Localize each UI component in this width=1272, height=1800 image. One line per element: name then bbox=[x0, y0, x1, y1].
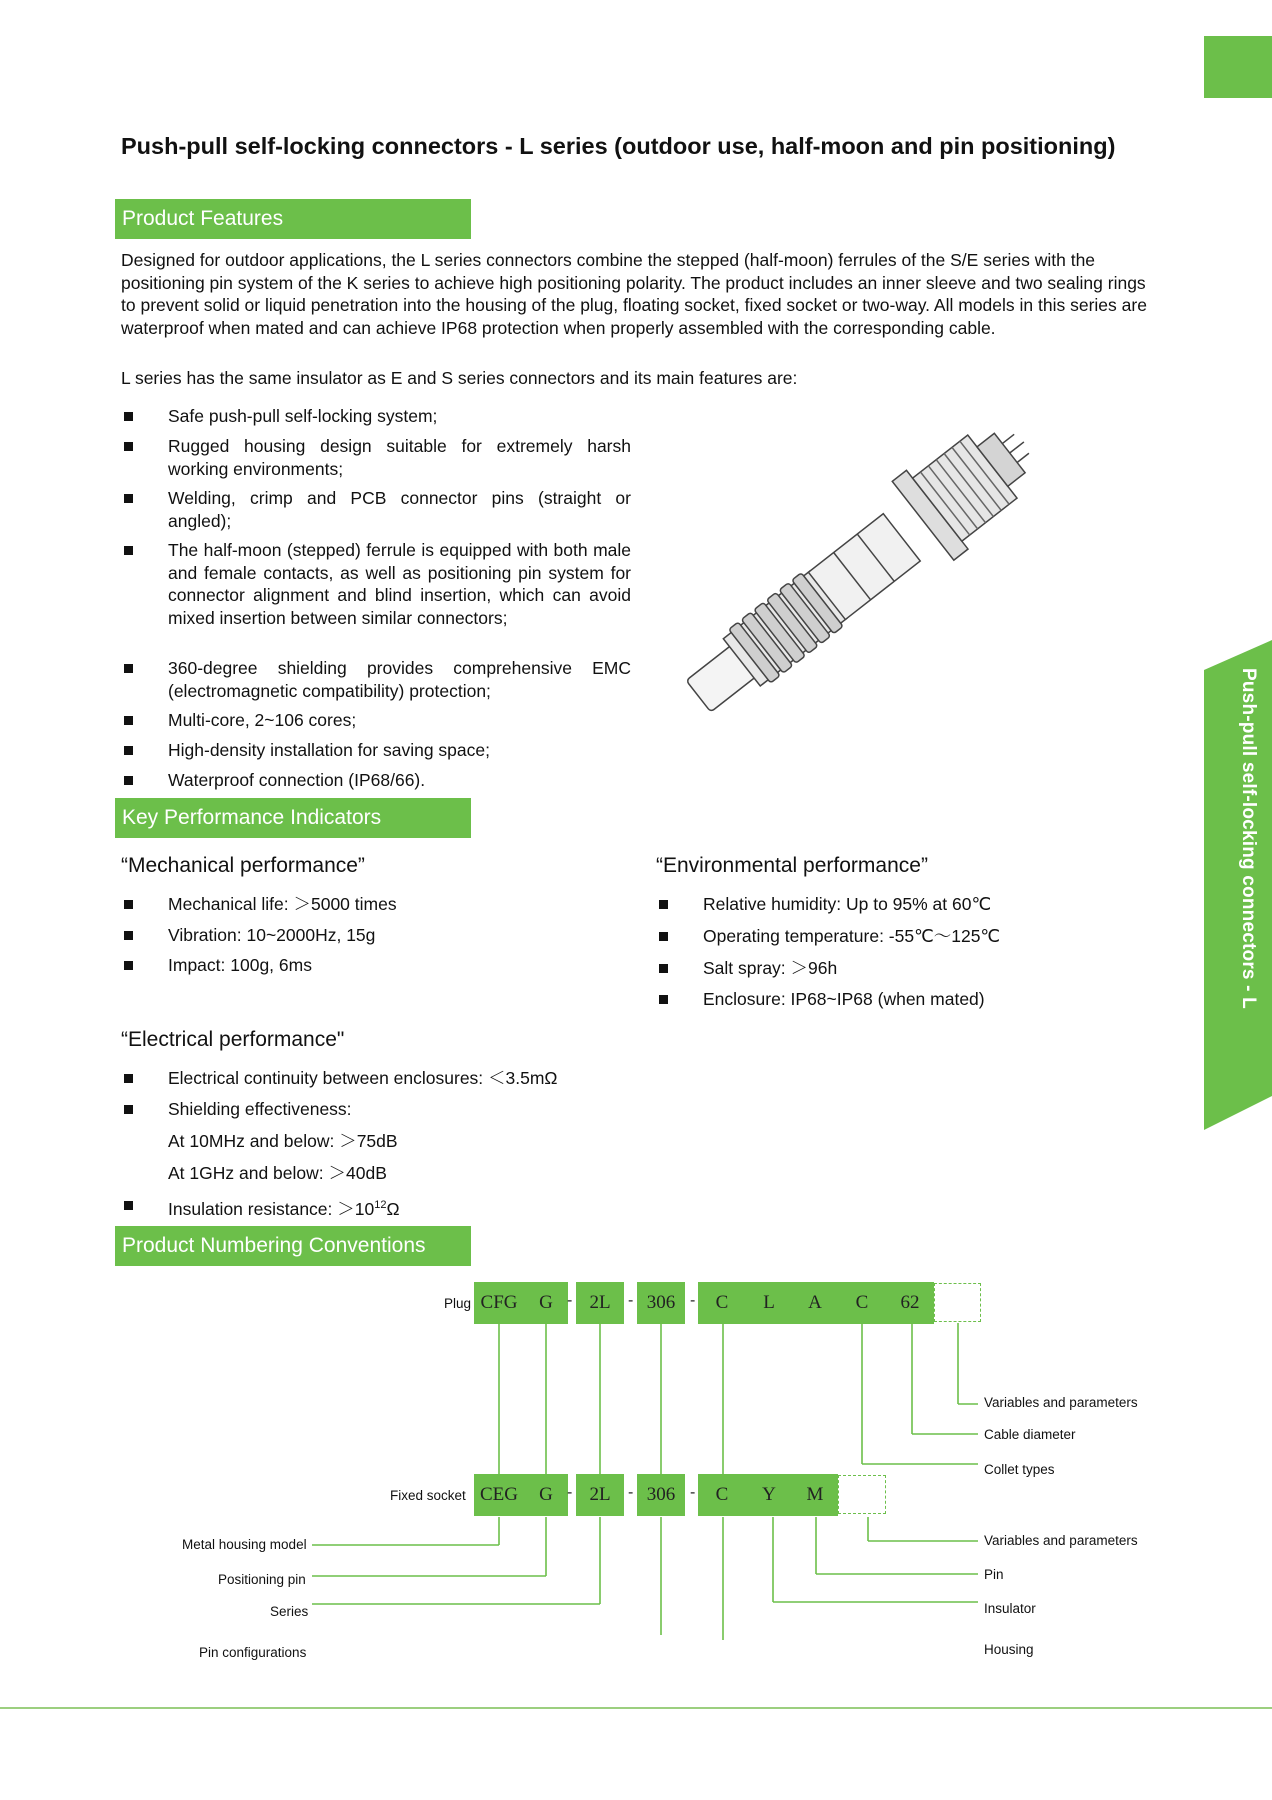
code-hyphen: - bbox=[567, 1292, 573, 1309]
bullet-icon bbox=[124, 900, 133, 909]
mechanical-heading: “Mechanical performance” bbox=[121, 854, 365, 877]
code-box: 62 bbox=[886, 1282, 934, 1324]
list-item: Vibration: 10~2000Hz, 15g bbox=[121, 924, 561, 946]
code-box: 2L bbox=[576, 1282, 624, 1324]
code-box: A bbox=[792, 1282, 838, 1324]
label-pin: Pin bbox=[984, 1567, 1004, 1582]
code-box: C bbox=[698, 1474, 746, 1516]
side-tab-label: Push-pull self-locking connectors - L bbox=[1238, 668, 1259, 1009]
code-box: C bbox=[698, 1282, 746, 1324]
list-item: Insulation resistance: $>10^{12}\Omega$ bbox=[121, 1194, 641, 1216]
code-hyphen: - bbox=[690, 1484, 696, 1501]
section-key-performance: Key Performance Indicators bbox=[115, 798, 471, 838]
list-item: Safe push-pull self-locking system; bbox=[121, 405, 631, 427]
bullet-icon bbox=[124, 776, 133, 785]
bullet-icon bbox=[659, 900, 668, 909]
code-box: Y bbox=[746, 1474, 792, 1516]
label-positioning-pin: Positioning pin bbox=[218, 1572, 306, 1587]
bullet-icon bbox=[659, 964, 668, 973]
bullet-icon bbox=[124, 961, 133, 970]
footer-divider bbox=[0, 1707, 1272, 1709]
label-cable-diameter: Cable diameter bbox=[984, 1427, 1076, 1442]
code-hyphen: - bbox=[690, 1292, 696, 1309]
bullet-icon bbox=[124, 442, 133, 451]
label-variables-parameters-socket: Variables and parameters bbox=[984, 1533, 1138, 1548]
label-collet-types: Collet types bbox=[984, 1462, 1055, 1477]
list-item: Enclosure: IP68~IP68 (when mated) bbox=[656, 988, 1096, 1010]
code-box: 306 bbox=[637, 1474, 685, 1516]
page-title: Push-pull self-locking connectors - L series (outdoor use, half-moon and pin positioning) bbox=[121, 133, 1116, 159]
code-box: M bbox=[792, 1474, 838, 1516]
intro-paragraph-2: L series has the same insulator as E and S series connectors and its main features are: bbox=[121, 368, 798, 388]
corner-tab bbox=[1204, 36, 1272, 98]
label-insulator: Insulator bbox=[984, 1601, 1036, 1616]
list-item: Impact: 100g, 6ms bbox=[121, 954, 561, 976]
bullet-icon bbox=[124, 931, 133, 940]
numbering-connector-lines bbox=[0, 1280, 1272, 1680]
label-pin-configurations: Pin configurations bbox=[199, 1645, 307, 1660]
code-hyphen: - bbox=[567, 1484, 573, 1501]
environmental-heading: “Environmental performance” bbox=[656, 854, 928, 877]
list-item: High-density installation for saving space; bbox=[121, 739, 631, 761]
placeholder-box bbox=[934, 1283, 981, 1322]
section-numbering: Product Numbering Conventions bbox=[115, 1226, 471, 1266]
bullet-icon bbox=[659, 932, 668, 941]
connector-image bbox=[650, 400, 1070, 730]
list-item: Rugged housing design suitable for extremely harsh working environments; bbox=[121, 435, 631, 480]
electrical-heading: “Electrical performance" bbox=[121, 1028, 345, 1051]
code-hyphen: - bbox=[628, 1484, 634, 1501]
list-item: 360-degree shielding provides comprehensive EMC (electromagnetic compatibility) protection; bbox=[121, 657, 631, 702]
list-item: Waterproof connection (IP68/66). bbox=[121, 769, 631, 791]
section-product-features: Product Features bbox=[115, 199, 471, 239]
code-box: L bbox=[746, 1282, 792, 1324]
plug-label: Plug bbox=[444, 1296, 472, 1311]
bullet-icon bbox=[124, 494, 133, 503]
code-box: C bbox=[838, 1282, 886, 1324]
bullet-icon bbox=[124, 1074, 133, 1083]
code-box: 306 bbox=[637, 1282, 685, 1324]
bullet-icon bbox=[124, 412, 133, 421]
label-series: Series bbox=[270, 1604, 309, 1619]
list-item: Mechanical life: ＞5000 times bbox=[121, 893, 561, 915]
list-item: Relative humidity: Up to 95% at 60℃ bbox=[656, 893, 1096, 915]
label-housing: Housing bbox=[984, 1642, 1034, 1657]
bullet-icon bbox=[124, 746, 133, 755]
bullet-icon bbox=[124, 1201, 133, 1210]
bullet-icon bbox=[659, 995, 668, 1004]
placeholder-box bbox=[838, 1475, 886, 1514]
bullet-icon bbox=[124, 546, 133, 555]
code-box: G bbox=[524, 1474, 568, 1516]
code-box: CEG bbox=[474, 1474, 524, 1516]
bullet-icon bbox=[124, 716, 133, 725]
bullet-icon bbox=[124, 1105, 133, 1114]
sub-item: At 1GHz and below: ＞40dB bbox=[168, 1163, 387, 1183]
code-box: CFG bbox=[474, 1282, 524, 1324]
list-item: Operating temperature: -55℃～125℃ bbox=[656, 925, 1096, 947]
code-hyphen: - bbox=[628, 1292, 634, 1309]
fixed-socket-label: Fixed socket bbox=[390, 1488, 466, 1503]
bullet-icon bbox=[124, 664, 133, 673]
sub-item: At 10MHz and below: ＞75dB bbox=[168, 1131, 398, 1151]
label-variables-parameters: Variables and parameters bbox=[984, 1395, 1138, 1410]
code-box: G bbox=[524, 1282, 568, 1324]
list-item: Welding, crimp and PCB connector pins (straight or angled); bbox=[121, 487, 631, 532]
list-item: Multi-core, 2~106 cores; bbox=[121, 709, 631, 731]
list-item: Salt spray: ＞96h bbox=[656, 957, 1096, 979]
list-item: Electrical continuity between enclosures: ＜3.5mΩ bbox=[121, 1067, 641, 1089]
list-item: The half-moon (stepped) ferrule is equipped with both male and female contacts, as well as positioning pin system for connector alignment and blind insertion, which can avoid mixed insertion between similar connectors; bbox=[121, 539, 631, 651]
label-metal-housing-model: Metal housing model bbox=[182, 1537, 307, 1552]
code-box: 2L bbox=[576, 1474, 624, 1516]
list-item: Shielding effectiveness: bbox=[121, 1098, 641, 1120]
intro-paragraph: Designed for outdoor applications, the L series connectors combine the stepped (half-moon) ferrules of the S/E series with the positioning pin system of the K series to achieve high positioning polarity. The product includes an inner sleeve and two sealing rings to prevent solid or liquid penetration into the housing of the plug, floating socket, fixed socket or two-way. All models in this series are waterproof when mated and can achieve IP68 protection when properly assembled with the corresponding cable. bbox=[121, 250, 1147, 338]
